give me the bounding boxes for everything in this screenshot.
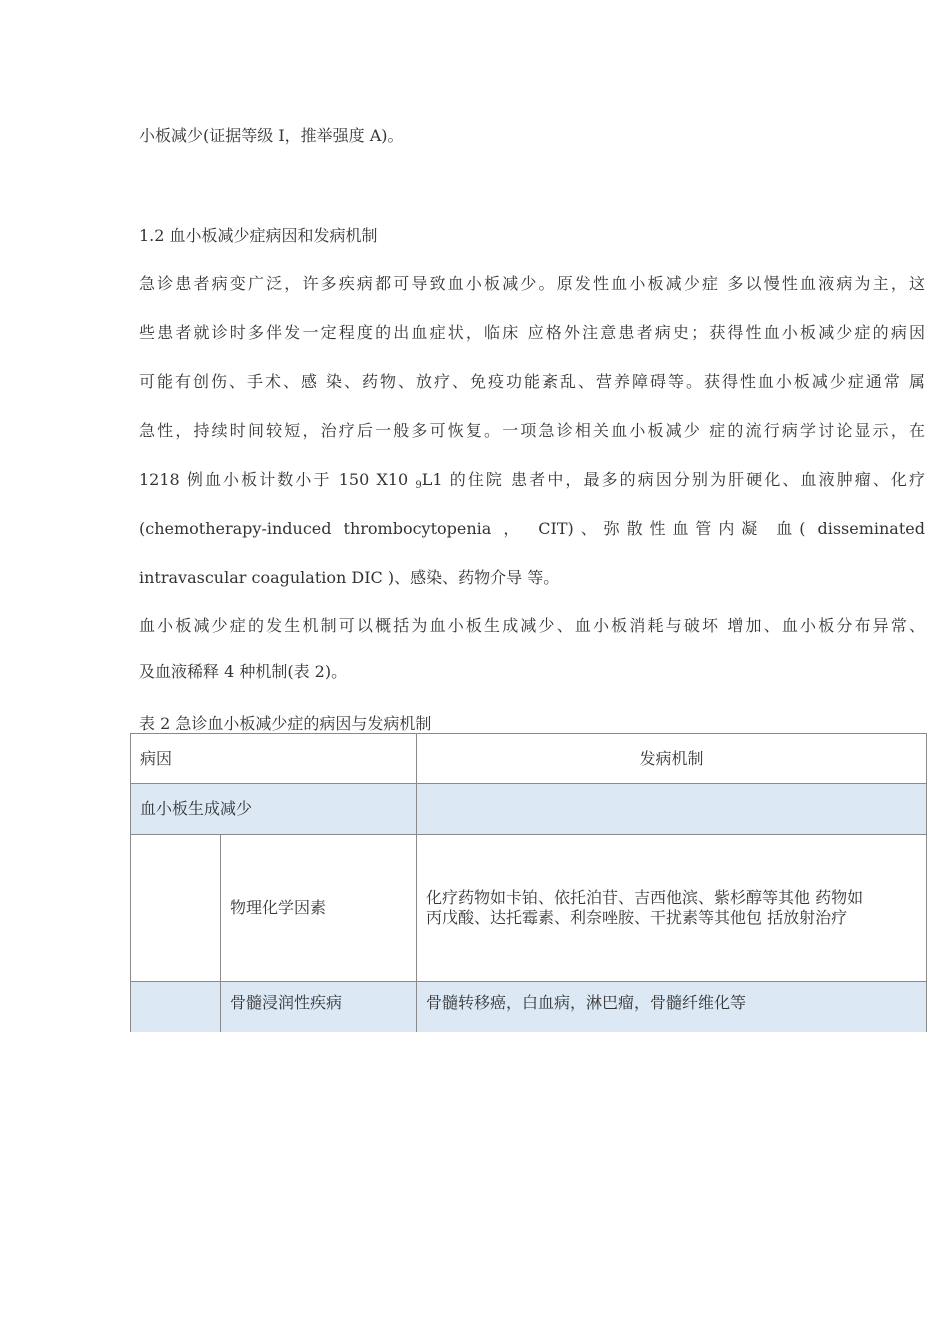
cause-label: 骨髓浸润性疾病 — [221, 982, 417, 1032]
table-row — [131, 982, 927, 1032]
paragraph-line: intravascular coagulation DIC )、感染、药物介导 等。 — [139, 568, 560, 587]
section-label: 血小板生成减少 — [131, 784, 417, 835]
etiology-table — [130, 733, 927, 1032]
table-section-row — [131, 784, 927, 835]
table-cell-empty — [417, 784, 927, 835]
text-run: 1218 例血小板计数小于 150 X10 — [139, 470, 416, 489]
mechanism-description: 骨髓转移癌，白血病，淋巴瘤，骨髓纤维化等 — [417, 982, 927, 1032]
description-line: 丙戊酸、达托霉素、利奈唑胺、干扰素等其他包 括放射治疗 — [426, 908, 848, 927]
table-header-row — [131, 734, 927, 784]
paragraph-line: (chemotherapy-induced thrombocytopenia ， CIT)、弥散性血管内凝 血( disseminated — [139, 519, 925, 538]
header-mechanism: 发病机制 — [417, 734, 927, 784]
superscript: 9 — [415, 480, 422, 491]
paragraph-line: 些患者就诊时多伴发一定程度的出血症状，临床 应格外注意患者病史；获得性血小板减少症的病因 — [139, 323, 925, 342]
header-cause: 病因 — [131, 734, 417, 784]
mechanism-description — [417, 835, 927, 982]
table-caption: 表 2 急诊血小板减少症的病因与发病机制 — [139, 714, 432, 733]
cause-label: 物理化学因素 — [221, 835, 417, 982]
paragraph-line: 及血液稀释 4 种机制(表 2)。 — [139, 662, 348, 681]
table-row — [131, 835, 927, 982]
section-heading: 1.2 血小板减少症病因和发病机制 — [139, 226, 378, 245]
paragraph-line: 急诊患者病变广泛，许多疾病都可导致血小板减少。原发性血小板减少症 多以慢性血液病为主，这 — [139, 274, 925, 293]
paragraph-line: 急性，持续时间较短，治疗后一般多可恢复。一项急诊相关血小板减少 症的流行病学讨论显示，在 — [139, 421, 925, 440]
description-line: 化疗药物如卡铂、依托泊苷、吉西他滨、紫杉醇等其他 药物如 — [426, 888, 864, 907]
paragraph-line: 血小板减少症的发生机制可以概括为血小板生成减少、血小板消耗与破坏 增加、血小板分布异常、 — [139, 616, 925, 635]
text-run: L1 的住院 患者中，最多的病因分别为肝硬化、血液肿瘤、化疗 — [421, 470, 925, 489]
table-cell-empty — [131, 982, 221, 1032]
paragraph-line — [139, 470, 925, 496]
table-cell-empty — [131, 835, 221, 982]
paragraph-line: 小板减少(证据等级 I，推举强度 A)。 — [139, 126, 404, 145]
paragraph-line: 可能有创伤、手术、感 染、药物、放疗、免疫功能紊乱、营养障碍等。获得性血小板减少症通常 属 — [139, 372, 925, 391]
